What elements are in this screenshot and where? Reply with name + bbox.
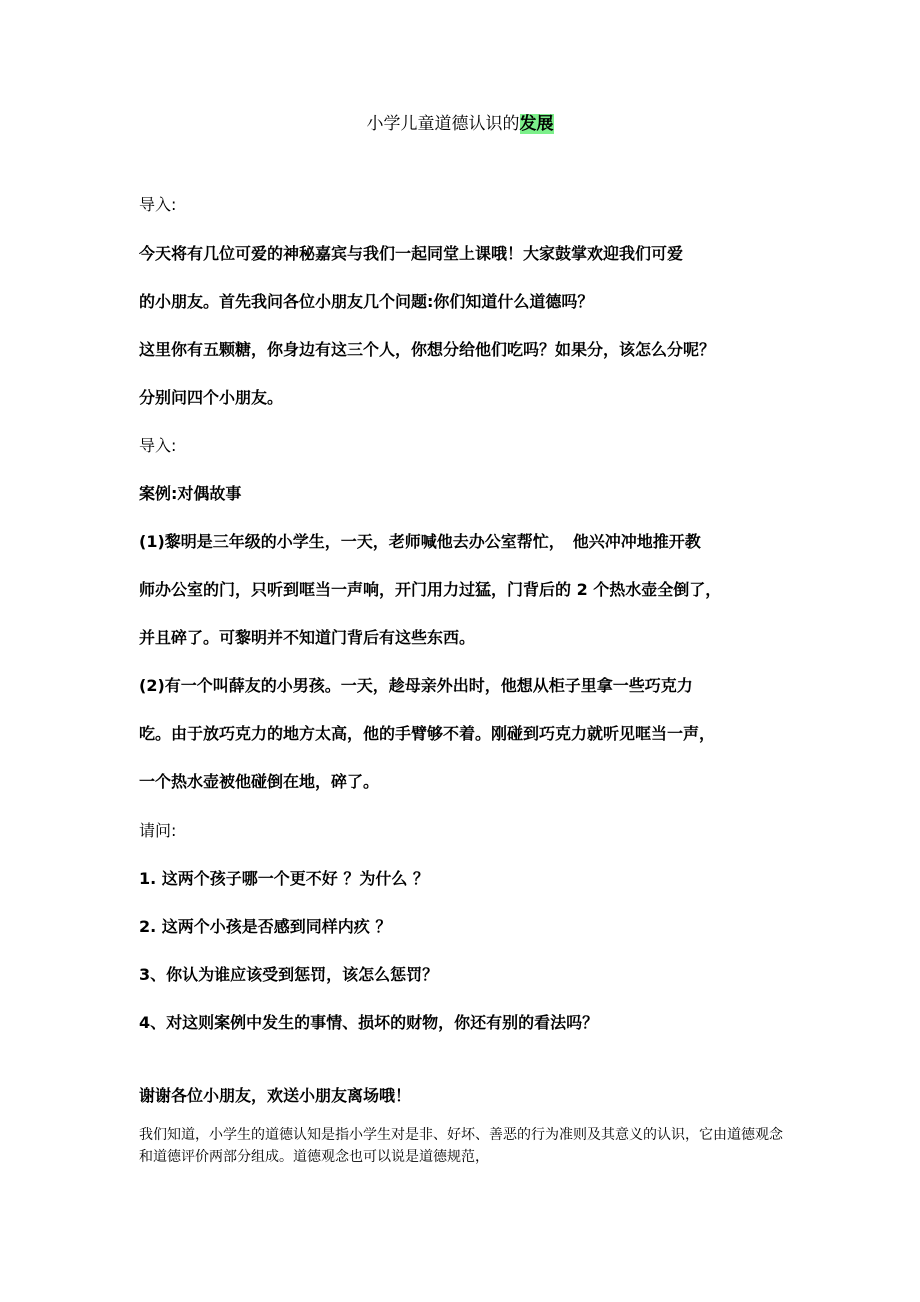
story-2-line-2: 吃。由于放巧克力的地方太高，他的手臂够不着。刚碰到巧克力就听见哐当一声，: [139, 724, 716, 743]
case-heading: 案例:对偶故事: [139, 484, 242, 503]
story-1-line-2: 师办公室的门，只听到哐当一声响，开门用力过猛，门背后的 2 个热水壶全倒了，: [139, 580, 722, 599]
story-2-line-1: (2)有一个叫薛友的小男孩。一天，趁母亲外出时，他想从柜子里拿一些巧克力: [139, 676, 693, 695]
document-title: [0, 112, 920, 136]
intro-line-2: 的小朋友。首先我问各位小朋友几个问题:你们知道什么道德吗？: [139, 292, 594, 311]
story-2-line-3: 一个热水壶被他碰倒在地，碎了。: [139, 772, 380, 791]
candy-question: 这里你有五颗糖，你身边有这三个人，你想分给他们吃吗？如果分，该怎么分呢？: [139, 340, 716, 359]
intro-line-1: 今天将有几位可爱的神秘嘉宾与我们一起同堂上课哦！大家鼓掌欢迎我们可爱: [139, 244, 684, 263]
question-4: 4、对这则案例中发生的事情、损坏的财物，你还有别的看法吗？: [139, 1013, 599, 1032]
question-1: 1. 这两个孩子哪一个更不好 ？为什么 ？: [139, 869, 429, 888]
title-main: 小学儿童道德认识的: [366, 114, 520, 134]
story-1-line-3: 并且碎了。可黎明并不知道门背后有这些东西。: [139, 628, 476, 647]
story-1-line-1: (1)黎明是三年级的小学生，一天，老师喊他去办公室帮忙， 他兴冲冲地推开教: [139, 532, 701, 551]
question-3: 3、你认为谁应该受到惩罚，该怎么惩罚？: [139, 965, 439, 984]
thanks-line: 谢谢各位小朋友，欢送小朋友离场哦！: [139, 1086, 412, 1105]
heading-intro-2: 导入:: [139, 436, 177, 455]
questions-heading: 请问:: [139, 821, 177, 840]
ask-four-children: 分别问四个小朋友。: [139, 388, 284, 407]
heading-intro: 导入:: [139, 195, 177, 214]
title-highlight: 发展: [519, 114, 554, 134]
question-2: 2. 这两个小孩是否感到同样内疚 ？: [139, 917, 392, 936]
closing-paragraph: 我们知道，小学生的道德认知是指小学生对是非、好坏、善恶的行为准则及其意义的认识，它由道德观念和道德评价两部分组成。道德观念也可以说是道德规范，: [139, 1127, 783, 1165]
